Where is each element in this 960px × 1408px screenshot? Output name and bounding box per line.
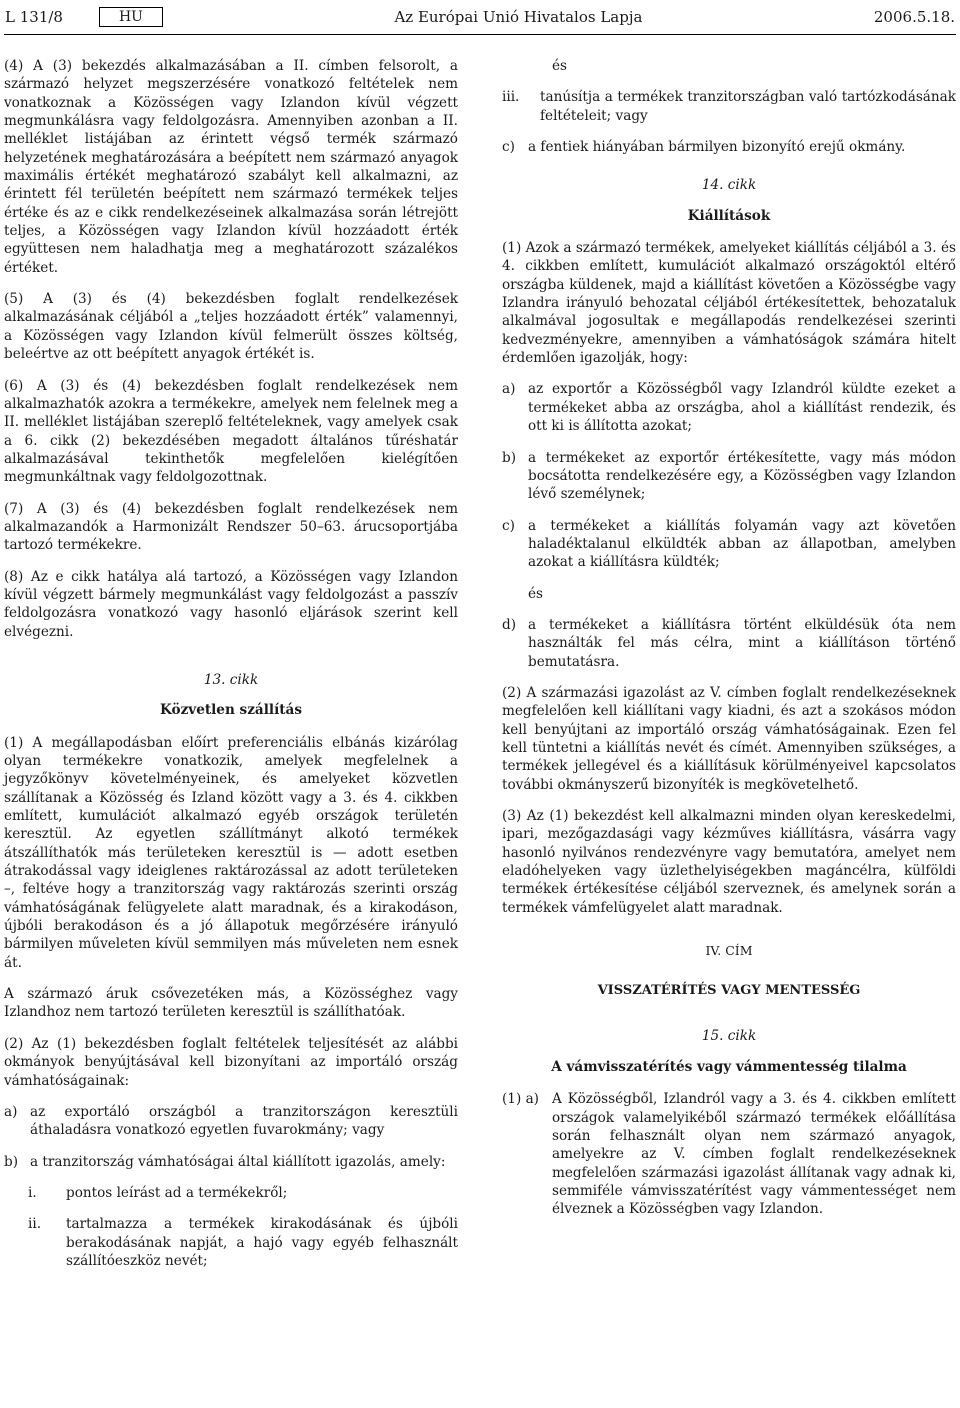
paragraph-5: (5) A (3) és (4) bekezdésben foglalt rendelkezések alkalmazásának céljából a „teljes hozzáadott érték” valamennyi, a Közösségen vagy Izlandon kívül felmerült összes költség, beleértve az ott beépített anyagok értékét is. xyxy=(4,291,458,363)
paragraph-4: (4) A (3) bekezdés alkalmazásában a II. címben felsorolt, a származó helyzet megszerzésére vonatkozó feltételek nem vonatkoznak a Közösségen vagy Izlandon kívül végzett megmunkálásra vagy feldolgozásra. Amennyiben azonban a II. melléklet listájában az érintett végső termék származó helyzetének meghatározására a beépített nem származó anyagok maximális értékét meghatározó szabályt kell alkalmazni, az érintett fél területén beépített nem származó termékek teljes értéke és az e cikk rendelkezéseinek alkalmazása során létrejött teljes, a Közösségen vagy Izlandon kívül hozzáadott érték együttesen nem haladhatja meg a meghatározott százalékos értéket. xyxy=(4,58,458,276)
article-15-title: A vámvisszatérítés vagy vámmentesség tilalma xyxy=(551,1058,907,1075)
paragraph-6: (6) A (3) és (4) bekezdésben foglalt rendelkezések nem alkalmazhatók azokra a termékekre, amelyek nem felelnek meg a II. melléklet listájában szereplő feltételeknek, vagy amelyek csak a 6. cikk (2) bekezdésében megadott általános tűréshatár alkalmazásával tekinthetők megfelelően kielégítően megmunkáltnak vagy feldolgozottnak. xyxy=(4,377,458,486)
publication-date: 2006.5.18. xyxy=(873,8,955,26)
list-item-ii: ii. tartalmazza a termékek kirakodásának és újbóli berakodásának napját, a hajó vagy egyéb felhasznált szállítóeszköz nevét; xyxy=(28,1216,458,1269)
exhibition-item-d: d) a termékeket a kiállításra történt elküldésük óta nem használták fel más célra, mint a kiállításon történő bemutatásra. xyxy=(502,616,956,670)
article-14-number: 14. cikk xyxy=(701,177,757,194)
list-item-c: c) a fentiek hiányában bármilyen bizonyító erejű okmány. xyxy=(502,139,906,156)
exhibition-item-c: c) a termékeket a kiállítás folyamán vagy azt követően haladéktalanul elküldték abban az állapotban, amelyben azokat a kiállításra küldték; xyxy=(502,517,956,571)
journal-title: Az Európai Unió Hivatalos Lapja xyxy=(394,8,643,26)
article-13-title: Közvetlen szállítás xyxy=(160,702,302,719)
list-item-a: a) az exportáló országból a tranzitországon keresztüli áthaladásra vonatkozó egyetlen fuvarokmány; vagy xyxy=(4,1103,458,1139)
conjunction-es: és xyxy=(552,58,568,74)
conjunction-es-2: és xyxy=(528,585,544,602)
article-13-paragraph-1: (1) A megállapodásban előírt preferenciális elbánás kizárólag olyan termékekre vonatkozik, amelyek megfelelnek a jegyzőkönyv követelményeinek, és amelyeket közvetlen szállítanak a Közösség és Izland között vagy a 3. és 4. cikkben említett, kumulációt alkalmazó egyéb országok területén keresztül. Az egyetlen szállítmányt alkotó termékek átszállíthatók más területeken keresztül is — adott esetben átrakodással vagy ideiglenes raktározással az adott területeken –, feltéve hogy a tranzitország vagy raktározás szerinti ország vámhatóságának felügyelete alatt maradnak, és a kirakodáson, újbóli berakodáson és a jó állapotuk megőrzésére irányuló bármilyen műveleten kívül semmilyen más műveleten nem esnek át. xyxy=(4,734,458,971)
exhibition-item-b: b) a termékeket az exportőr értékesítette, vagy más módon bocsátotta rendelkezésére egy, a Közösségben vagy Izlandon lévő személynek; xyxy=(502,449,956,503)
article-13-paragraph-1b: A származó áruk csővezetéken más, a Közösséghez vagy Izlandhoz nem tartozó területen keresztül is szállíthatóak. xyxy=(4,986,458,1021)
article-14-paragraph-3: (3) Az (1) bekezdést kell alkalmazni minden olyan kereskedelmi, ipari, mezőgazdasági vagy kézműves kiállításra, vásárra vagy hasonló nyilvános rendezvényre vagy bemutatóra, amelyet nem eladóhelyeken vagy üzlethelyiségekben magáncélra, külföldi termékek értékesítése céljából szerveznek, és amelynek során a termékek vámfelügyelet alatt maradnak. xyxy=(502,808,956,916)
language-code-box: HU xyxy=(99,7,163,27)
article-13-number: 13. cikk xyxy=(203,671,259,688)
right-column xyxy=(502,57,956,1283)
article-15-item-1a: (1) a) A Közösségből, Izlandról vagy a 3. és 4. cikkben említett országok valamelyikéből származó termékek előállítása során felhasznált olyan nem származó anyagok, amelyekre az V. címben foglalt rendelkezéseknek megfelelően származási igazolást állítanak vagy adnak ki, semmiféle vámvisszatérítést vagy vámmentességet nem élveznek a Közösségben vagy Izlandon. xyxy=(502,1091,956,1218)
list-item-b: b) a tranzitország vámhatóságai által kiállított igazolás, amely: xyxy=(4,1153,446,1170)
paragraph-8: (8) Az e cikk hatálya alá tartozó, a Közösségen vagy Izlandon kívül végzett bármely megmunkálást vagy feldolgozást a passzív feldolgozásra vonatkozó vagy hasonló eljárások szerint kell elvégezni. xyxy=(4,568,458,640)
paragraph-7: (7) A (3) és (4) bekezdésben foglalt rendelkezések nem alkalmazandók a Harmonizált Rendszer 50–63. árucsoportjába tartozó termékekre. xyxy=(4,500,458,554)
two-column-body xyxy=(4,35,956,1283)
article-13-paragraph-2: (2) Az (1) bekezdésben foglalt feltételek teljesítését az alábbi okmányok benyújtásával kell bizonyítani az importáló ország vámhatóságainak: xyxy=(4,1035,458,1089)
title-iv-heading: VISSZATÉRÍTÉS VAGY MENTESSÉG xyxy=(597,982,861,998)
exhibition-item-a: a) az exportőr a Közösségből vagy Izlandról küldte ezeket a termékeket abba az országba, ahol a kiállítást rendezik, és ott ki is állította azokat; xyxy=(502,381,956,435)
title-iv-number: IV. CÍM xyxy=(705,943,753,959)
left-column xyxy=(4,57,458,1283)
article-14-paragraph-2: (2) A származási igazolást az V. címben foglalt rendelkezéseknek megfelelően kell kiállítani vagy kiadni, és azt a szokásos módon kell benyújtani az importáló ország vámhatóságainak. Ezen fel kell tüntetni a kiállítás nevét és címét. Amennyiben szükséges, a termékek jellegével és a kiállításuk körülményeivel kapcsolatos további okmányszerű bizonyíték is megkövetelhető. xyxy=(502,684,956,793)
page-header xyxy=(4,0,956,35)
list-item-i: i. pontos leírást ad a termékekről; xyxy=(28,1184,288,1201)
list-item-iii: iii. tanúsítja a termékek tranzitországban való tartózkodásának feltételeit; vagy xyxy=(502,89,956,124)
article-15-number: 15. cikk xyxy=(701,1028,757,1045)
article-14-title: Kiállítások xyxy=(687,207,771,224)
article-14-paragraph-1: (1) Azok a származó termékek, amelyeket kiállítás céljából a 3. és 4. cikkben említett, kumulációt alkalmazó országoktól eltérő országba küldenek, majd a kiállítást követően a Közösségbe vagy Izlandra irányuló behozatal céljából értékesítettek, behozataluk alkalmával jogosultak e megállapodás rendelkezései szerinti kedvezményekre, amennyiben a vámhatóságok számára hitelt érdemlően igazolják, hogy: xyxy=(502,240,956,367)
page-number: L 131/8 xyxy=(5,8,63,26)
